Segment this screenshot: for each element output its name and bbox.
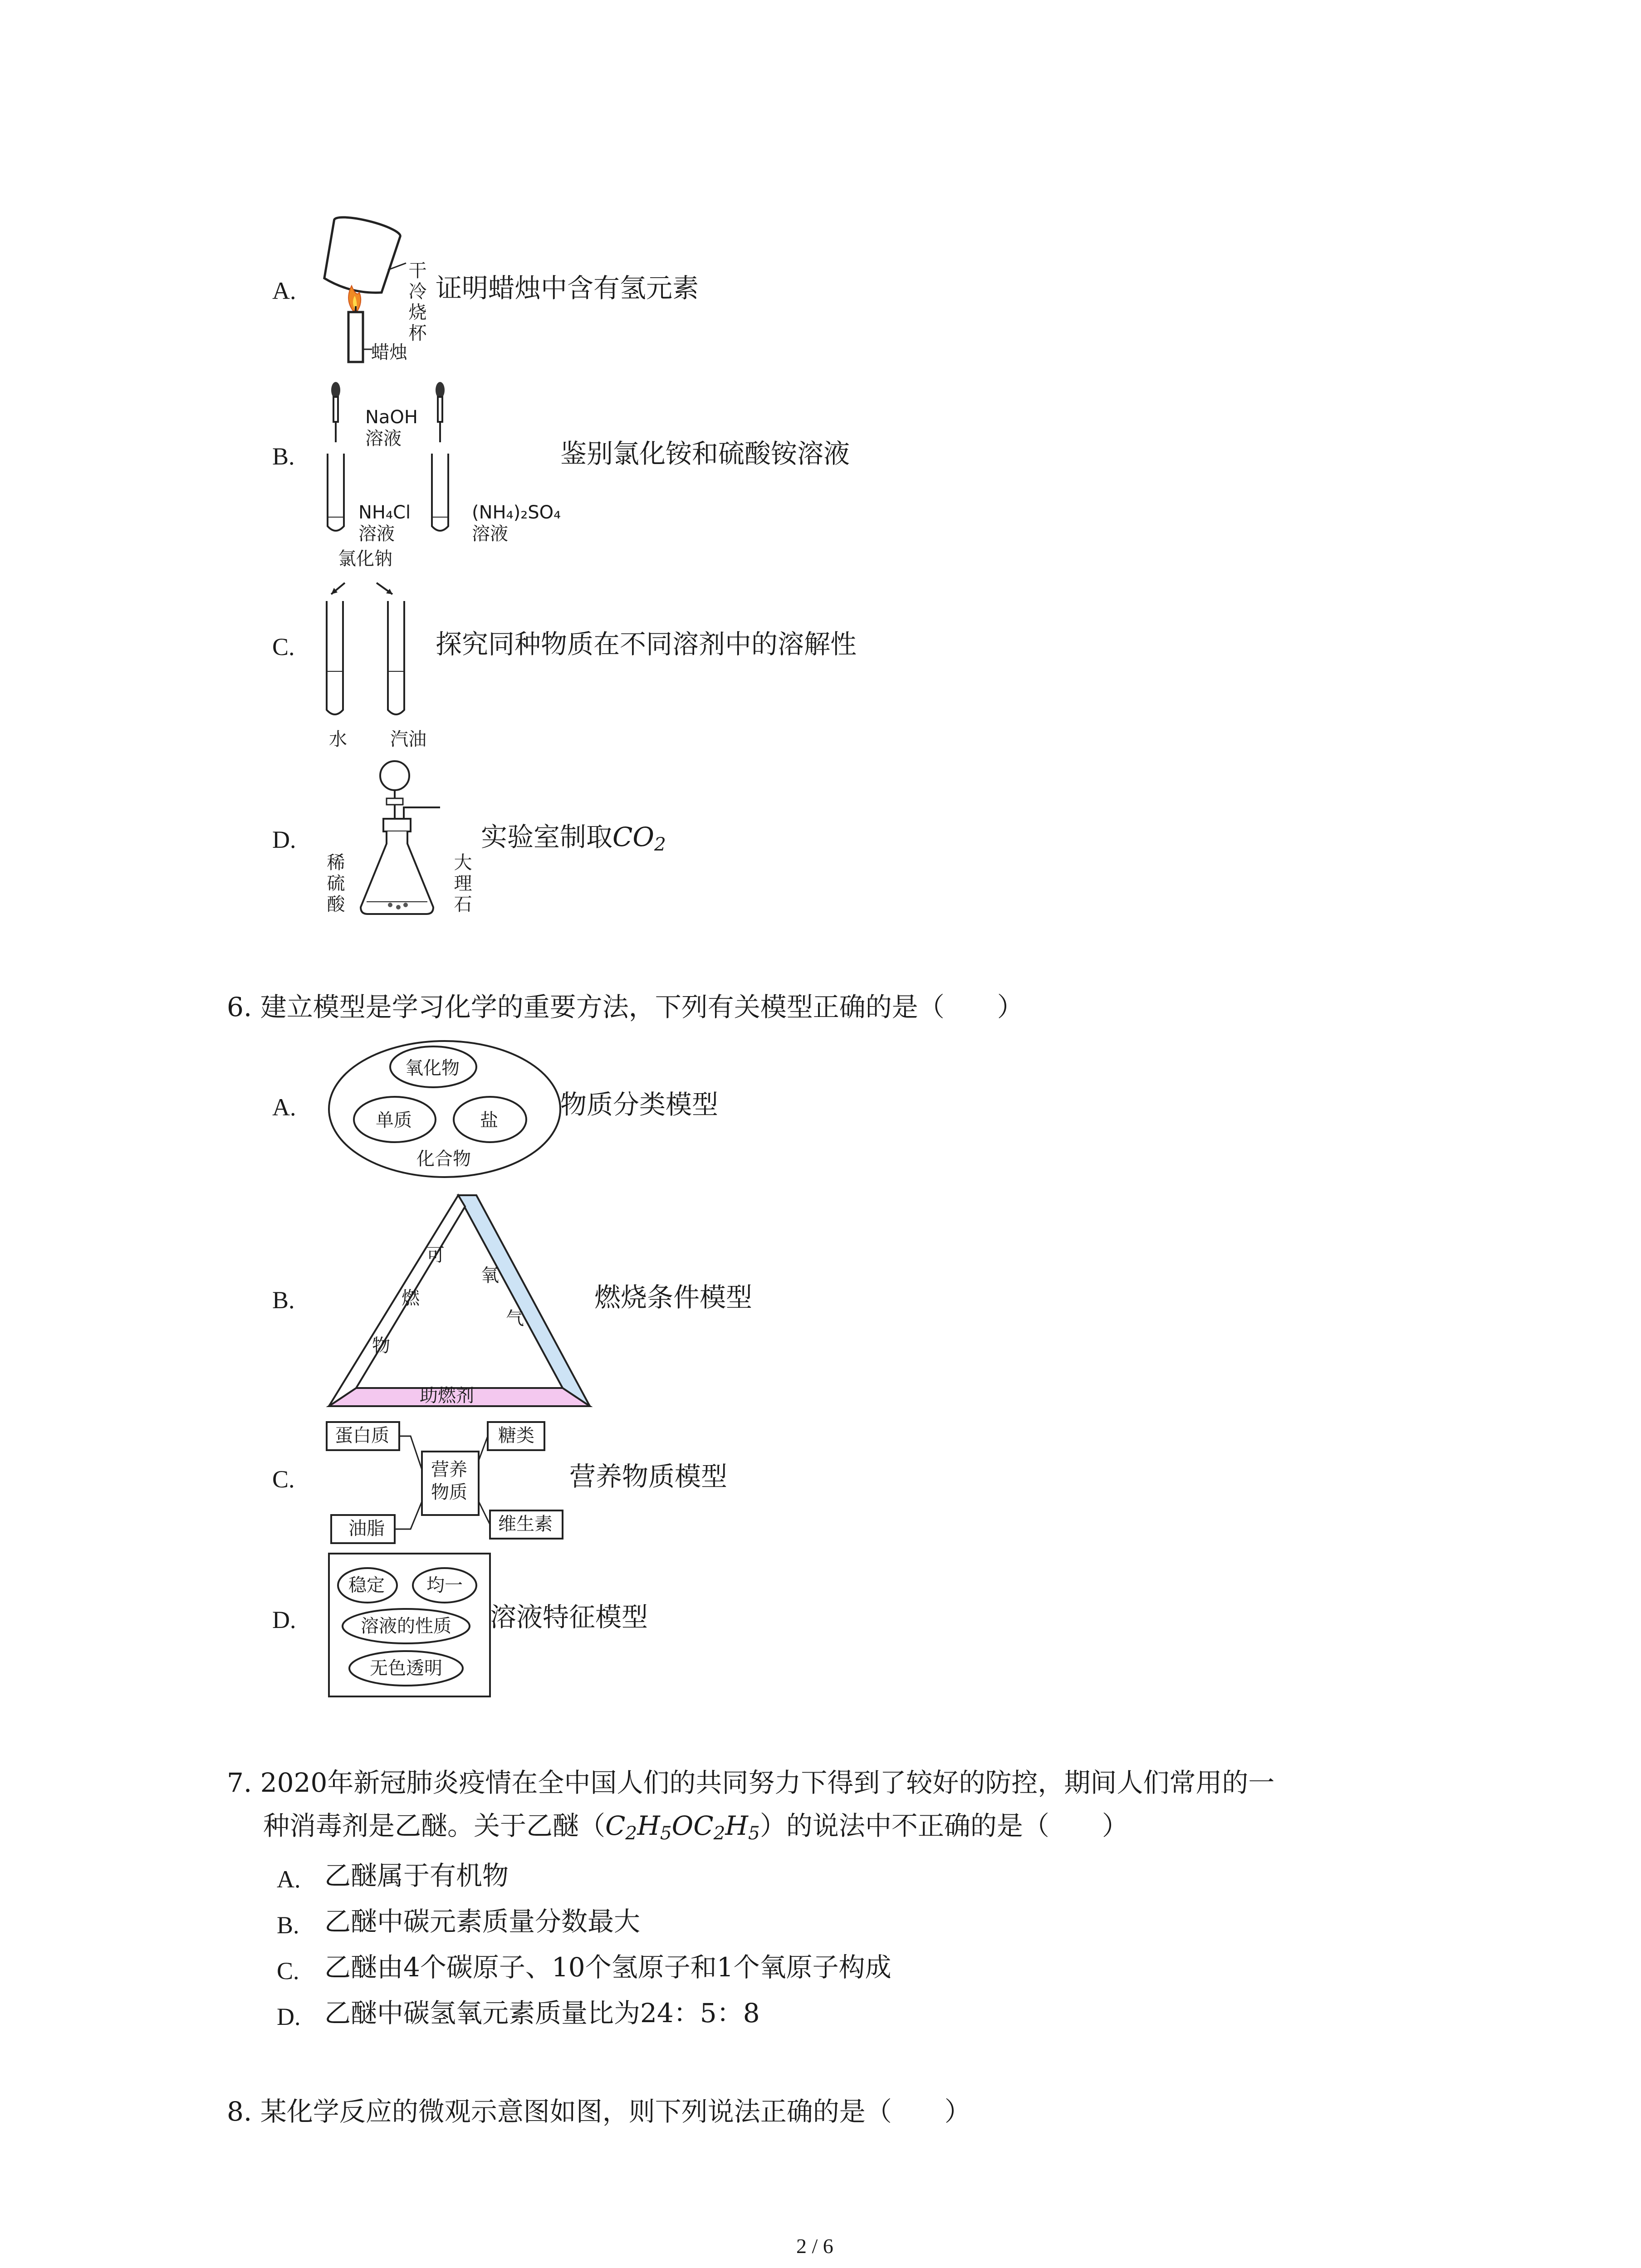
label-nutrient-2: 物质 — [431, 1482, 467, 1503]
label-fat: 油脂 — [348, 1518, 385, 1539]
question-6-stem: 6. 建立模型是学习化学的重要方法，下列有关模型正确的是（ ） — [227, 992, 1024, 1022]
option-letter: D. — [272, 826, 296, 853]
option-text: 乙醚由4个碳原子、10个氢原子和1个氧原子构成 — [324, 1952, 892, 1983]
option-letter: B. — [272, 1286, 295, 1314]
label-oxide: 氧化物 — [405, 1058, 460, 1079]
label-beaker: 干冷烧杯 — [406, 261, 426, 344]
label-naoh-solution: 溶液 — [365, 428, 402, 449]
ether-formula: $C_2H_5OC_2H_5$ — [605, 1810, 760, 1844]
option-text: 乙醚中碳元素质量分数最大 — [324, 1906, 641, 1937]
option-letter: A. — [277, 1866, 301, 1893]
label-solution-property: 溶液的性质 — [361, 1616, 451, 1637]
question-8-stem: 8. 某化学反应的微观示意图如图，则下列说法正确的是（ ） — [227, 2096, 971, 2127]
label-fuel-3: 物 — [372, 1335, 390, 1356]
label-nacl: 氯化钠 — [338, 548, 392, 569]
label-salt: 盐 — [480, 1110, 498, 1131]
option-letter: C. — [277, 1957, 299, 1984]
label-oxygen-1: 氧 — [481, 1265, 499, 1286]
option-text: 探究同种物质在不同溶剂中的溶解性 — [436, 629, 857, 660]
option-text: 鉴别氯化铵和硫酸铵溶液 — [560, 438, 850, 469]
option-letter: B. — [272, 443, 295, 470]
option-text: 乙醚属于有机物 — [324, 1860, 509, 1891]
option-text: 溶液特征模型 — [490, 1602, 648, 1633]
label-element: 单质 — [376, 1110, 412, 1131]
label-marble: 大理石 — [451, 853, 472, 915]
option-text-prefix: 实验室制取 — [481, 821, 613, 852]
option-letter: C. — [272, 633, 295, 660]
option-text: 证明蜡烛中含有氢元素 — [436, 273, 699, 303]
question-7-line-1: 7. 2020年新冠肺炎疫情在全中国人们的共同努力下得到了较好的防控，期间人们常用的一 — [227, 1767, 1275, 1798]
label-nh4cl: NH₄Cl — [358, 502, 411, 523]
label-candle: 蜡烛 — [371, 342, 407, 363]
label-combustion-helper: 助燃剂 — [420, 1385, 474, 1406]
co2-subscript: 2 — [654, 833, 666, 855]
label-water: 水 — [329, 729, 347, 750]
option-letter: B. — [277, 1911, 299, 1939]
label-fuel-1: 可 — [426, 1245, 445, 1266]
label-stable: 稳定 — [348, 1575, 385, 1596]
label-fuel-2: 燃 — [402, 1288, 420, 1309]
option-letter: A. — [272, 277, 296, 304]
label-sugar: 糖类 — [498, 1425, 534, 1446]
option-letter: C. — [272, 1466, 295, 1493]
label-oxygen-2: 气 — [506, 1308, 524, 1329]
label-colorless: 无色透明 — [370, 1658, 442, 1679]
label-protein: 蛋白质 — [335, 1425, 389, 1446]
label-uniform: 均一 — [426, 1575, 463, 1596]
option-text — [481, 821, 666, 860]
label-nh4cl-solution: 溶液 — [358, 523, 395, 544]
option-letter: A. — [272, 1094, 296, 1121]
option-letter: D. — [272, 1606, 296, 1633]
question-7-line-2 — [263, 1810, 1128, 1849]
solvent-tubes-figure — [318, 574, 431, 728]
option-text: 燃烧条件模型 — [594, 1282, 753, 1313]
label-vitamin: 维生素 — [498, 1514, 553, 1535]
label-nutrient-1: 营养 — [431, 1459, 467, 1480]
label-ammonium-sulfate-solution: 溶液 — [472, 523, 508, 544]
question-7-line-2-suffix: ）的说法中不正确的是（ ） — [759, 1810, 1128, 1841]
label-dilute-sulfuric-acid: 稀硫酸 — [324, 853, 345, 915]
option-text: 营养物质模型 — [569, 1461, 728, 1492]
option-text: 乙醚中碳氢氧元素质量比为24：5：8 — [324, 1998, 760, 2028]
label-ammonium-sulfate: (NH₄)₂SO₄ — [472, 502, 561, 523]
co2-formula: CO — [612, 821, 654, 852]
label-naoh: NaOH — [365, 407, 418, 428]
label-compound: 化合物 — [416, 1149, 471, 1169]
page-number: 2 / 6 — [796, 2234, 833, 2258]
label-gasoline: 汽油 — [390, 729, 426, 750]
option-letter: D. — [277, 2003, 301, 2030]
question-7-line-2-prefix: 种消毒剂是乙醚。关于乙醚（ — [263, 1810, 606, 1841]
option-text: 物质分类模型 — [560, 1089, 719, 1120]
